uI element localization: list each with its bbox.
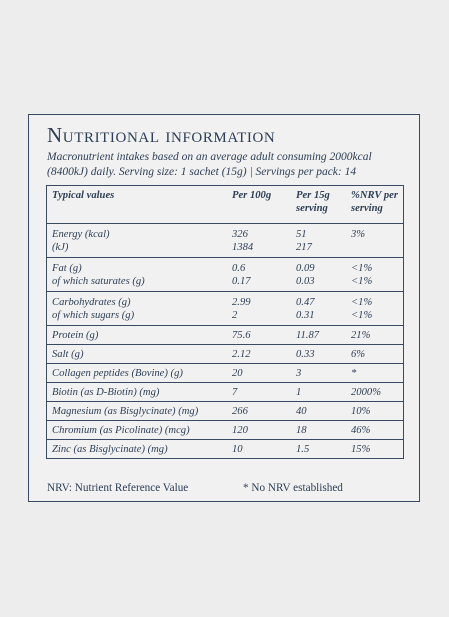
per-15g-value: 217: [296, 242, 312, 253]
per-100g-value-cell: [227, 421, 291, 440]
per-100g-value: 0.17: [232, 276, 251, 287]
nrv-value: 15%: [351, 444, 371, 455]
nutrient-label-cell: [47, 364, 228, 383]
table-row: [47, 364, 404, 383]
per-15g-value-cell: [291, 383, 346, 402]
per-15g-value: 0.31: [296, 310, 315, 321]
per-100g-value-cell: [227, 383, 291, 402]
nrv-value: <1%: [351, 276, 373, 287]
header-per-15g-line2: serving: [296, 203, 328, 214]
per-100g-value-cell: [227, 292, 291, 326]
per-15g-value: 1: [296, 387, 302, 398]
per-15g-value-cell: [291, 258, 346, 292]
nutrient-label: Salt (g): [52, 349, 84, 360]
nrv-value-cell: [346, 345, 404, 364]
per-15g-value: 0.33: [296, 349, 315, 360]
nrv-value: 6%: [351, 349, 366, 360]
per-100g-value-cell: [227, 364, 291, 383]
table-row: [47, 292, 404, 326]
nutrient-label-cell: [47, 440, 228, 459]
panel-title: Nutritional information: [47, 123, 276, 147]
nutrient-label-cell: [47, 258, 228, 292]
nutrient-label-cell: [47, 292, 228, 326]
table-row: [47, 421, 404, 440]
per-100g-value-cell: [227, 258, 291, 292]
nutrient-label: Magnesium (as Bisglycinate) (mg): [52, 406, 199, 417]
header-per-15g: [291, 186, 346, 224]
nutrition-table: [46, 185, 404, 459]
per-100g-value: 1384: [232, 242, 254, 253]
per-100g-value: 75.6: [232, 330, 251, 341]
header-nrv-line1: %NRV per: [351, 190, 398, 201]
table-row: [47, 345, 404, 364]
nrv-value: 3%: [351, 229, 366, 240]
nutrient-label: Fat (g): [52, 263, 82, 274]
per-15g-value-cell: [291, 326, 346, 345]
per-15g-value-cell: [291, 292, 346, 326]
per-15g-value-cell: [291, 421, 346, 440]
nutrient-label: Protein (g): [52, 330, 99, 341]
nutrient-label-cell: [47, 383, 228, 402]
nrv-value-cell: [346, 258, 404, 292]
nutrition-table-body: [47, 224, 404, 459]
nrv-value: <1%: [351, 297, 373, 308]
nutrient-label: Biotin (as D-Biotin) (mg): [52, 387, 160, 398]
nrv-value-cell: [346, 440, 404, 459]
per-100g-value-cell: [227, 224, 291, 258]
per-100g-value: 2.99: [232, 297, 251, 308]
table-row: [47, 440, 404, 459]
table-row: [47, 258, 404, 292]
per-100g-value: 7: [232, 387, 238, 398]
per-100g-value-cell: [227, 326, 291, 345]
table-row: [47, 224, 404, 258]
per-15g-value-cell: [291, 402, 346, 421]
per-100g-value: 266: [232, 406, 248, 417]
per-100g-value: 326: [232, 229, 248, 240]
per-100g-value-cell: [227, 402, 291, 421]
nutrient-label: Collagen peptides (Bovine) (g): [52, 368, 183, 379]
per-15g-value: 0.09: [296, 263, 315, 274]
footer-no-nrv-note: * No NRV established: [243, 482, 343, 494]
per-15g-value: 51: [296, 229, 307, 240]
per-100g-value: 120: [232, 425, 248, 436]
nutrient-label: Chromium (as Picolinate) (mcg): [52, 425, 190, 436]
nutrient-label: of which saturates (g): [52, 276, 145, 287]
header-per-15g-line1: Per 15g: [296, 190, 330, 201]
per-15g-value: 40: [296, 406, 307, 417]
per-100g-value: 0.6: [232, 263, 246, 274]
nrv-value-cell: [346, 364, 404, 383]
nrv-value-cell: [346, 292, 404, 326]
nutrient-label-cell: [47, 345, 228, 364]
nutrient-label-cell: [47, 224, 228, 258]
per-15g-value: 11.87: [296, 330, 320, 341]
nutrient-label: Zinc (as Bisglycinate) (mg): [52, 444, 168, 455]
table-row: [47, 383, 404, 402]
per-15g-value: 3: [296, 368, 302, 379]
per-15g-value-cell: [291, 440, 346, 459]
nutrient-label-cell: [47, 326, 228, 345]
nutrient-label: (kJ): [52, 242, 69, 253]
nutrition-panel: [28, 114, 420, 502]
nrv-value: 10%: [351, 406, 371, 417]
per-15g-value: 1.5: [296, 444, 310, 455]
nrv-value-cell: [346, 402, 404, 421]
header-nrv: [346, 186, 404, 224]
header-per-100g: Per 100g: [227, 186, 291, 224]
nrv-value: *: [351, 368, 357, 379]
per-15g-value: 18: [296, 425, 307, 436]
table-row: [47, 326, 404, 345]
nrv-value-cell: [346, 224, 404, 258]
per-100g-value: 2: [232, 310, 238, 321]
nrv-value: 2000%: [351, 387, 382, 398]
panel-subtitle: Macronutrient intakes based on an average adult consuming 2000kcal (8400kJ) daily. Serving size: 1 sachet (15g) | Servings per pack: 14: [47, 151, 372, 178]
footer-nrv-note: NRV: Nutrient Reference Value: [47, 482, 189, 494]
nrv-value-cell: [346, 421, 404, 440]
per-15g-value: 0.03: [296, 276, 315, 287]
nrv-value-cell: [346, 383, 404, 402]
nutrient-label: Carbohydrates (g): [52, 297, 131, 308]
per-100g-value-cell: [227, 440, 291, 459]
per-15g-value-cell: [291, 224, 346, 258]
nutrient-label: of which sugars (g): [52, 310, 135, 321]
per-100g-value: 2.12: [232, 349, 251, 360]
nrv-value: 46%: [351, 425, 371, 436]
per-100g-value-cell: [227, 345, 291, 364]
table-row: [47, 402, 404, 421]
nutrient-label-cell: [47, 402, 228, 421]
per-15g-value: 0.47: [296, 297, 315, 308]
header-typical-values: Typical values: [47, 186, 228, 224]
per-100g-value: 10: [232, 444, 243, 455]
nutrient-label-cell: [47, 421, 228, 440]
nrv-value: <1%: [351, 310, 373, 321]
nrv-value: 21%: [351, 330, 371, 341]
per-15g-value-cell: [291, 364, 346, 383]
header-nrv-line2: serving: [351, 203, 383, 214]
table-header-row: [47, 186, 404, 224]
nrv-value-cell: [346, 326, 404, 345]
nrv-value: <1%: [351, 263, 373, 274]
per-100g-value: 20: [232, 368, 243, 379]
per-15g-value-cell: [291, 345, 346, 364]
nutrient-label: Energy (kcal): [52, 229, 110, 240]
